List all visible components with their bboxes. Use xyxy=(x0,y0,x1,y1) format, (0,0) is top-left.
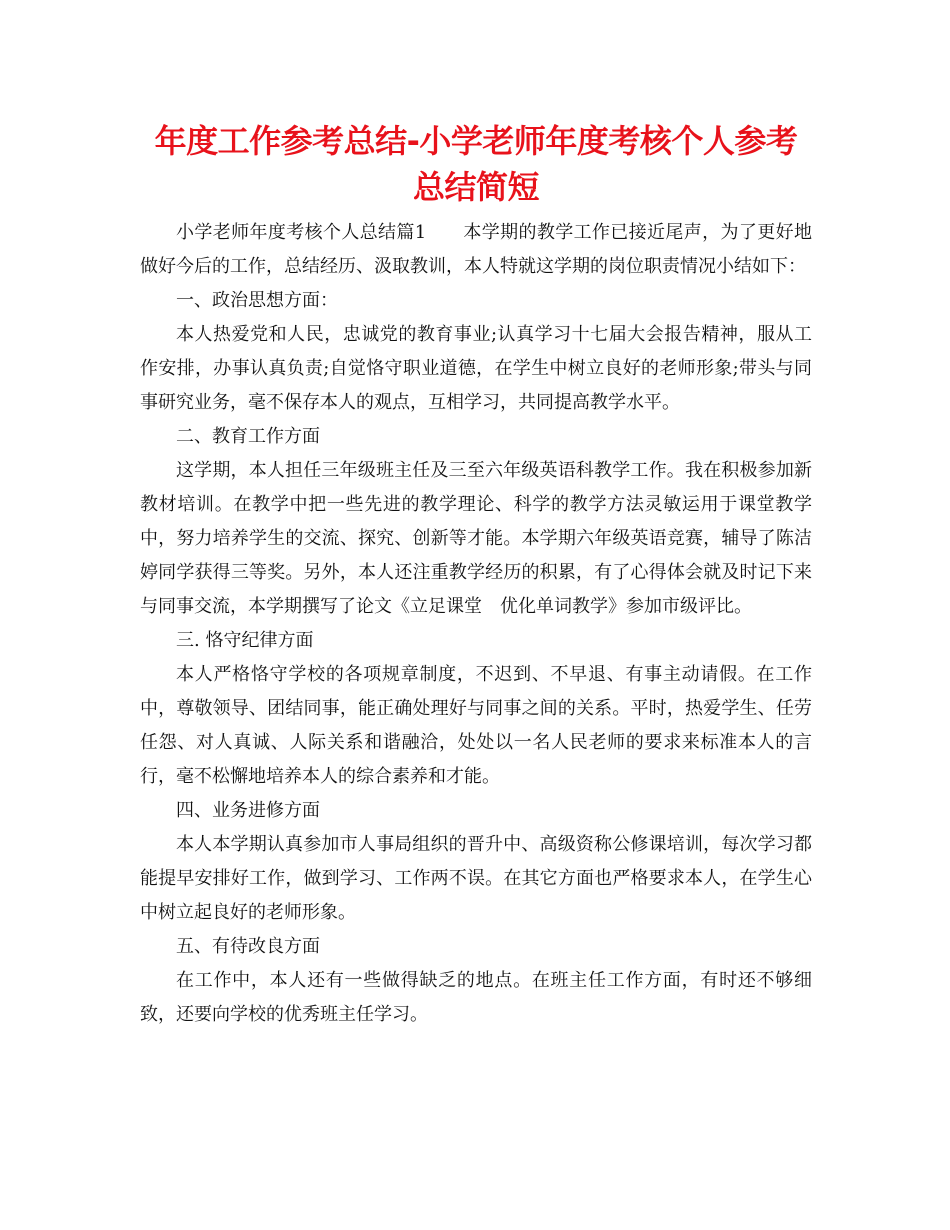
discipline-paragraph: 本人严格恪守学校的各项规章制度，不迟到、不早退、有事主动请假。在工作中，尊敬领导、团结同事，能正确处理好与同事之间的关系。平时，热爱学生、任劳任怨、对人真诚、人际关系和谐融洽，处处以一名人民老师的要求来标准本人的言行，毫不松懈地培养本人的综合素养和才能。 xyxy=(140,664,812,787)
section-heading-education: 二、教育工作方面 xyxy=(176,426,320,447)
study-paragraph: 本人本学期认真参加市人事局组织的晋升中、高级资称公修课培训，每次学习都能提早安排好工作，做到学习、工作两不误。在其它方面也严格要求本人，在学生心中树立起良好的老师形象。 xyxy=(140,834,812,923)
education-paragraph: 这学期，本人担任三年级班主任及三至六年级英语科教学工作。我在积极参加新教材培训。在教学中把一些先进的教学理论、科学的教学方法灵敏运用于课堂教学中，努力培养学生的交流、探究、创新等才能。本学期六年级英语竞赛，辅导了陈洁婷同学获得三等奖。另外，本人还注重教学经历的积累，有了心得体会就及时记下来与同事交流，本学期撰写了论文《立足课堂 优化单词教学》参加市级评比。 xyxy=(140,460,812,617)
improvement-paragraph: 在工作中，本人还有一些做得缺乏的地点。在班主任工作方面，有时还不够细致，还要向学校的优秀班主任学习。 xyxy=(140,970,812,1025)
section-heading-politics: 一、政治思想方面： xyxy=(176,290,338,311)
document-title: 年度工作参考总结-小学老师年度考核个人参考总结简短 xyxy=(154,122,798,206)
document-page xyxy=(140,118,812,1032)
politics-paragraph: 本人热爱党和人民，忠诚党的教育事业;认真学习十七届大会报告精神，服从工作安排，办事认真负责;自觉恪守职业道德，在学生中树立良好的老师形象;带头与同事研究业务，毫不保存本人的观点，互相学习，共同提高教学水平。 xyxy=(140,324,812,413)
section-heading-study: 四、业务进修方面 xyxy=(176,800,320,821)
intro-paragraph: 小学老师年度考核个人总结篇1 本学期的教学工作已接近尾声，为了更好地做好今后的工作，总结经历、汲取教训，本人特就这学期的岗位职责情况小结如下： xyxy=(140,222,812,277)
section-heading-improvement: 五、有待改良方面 xyxy=(176,936,320,957)
section-heading-discipline: 三. 恪守纪律方面 xyxy=(176,630,314,651)
